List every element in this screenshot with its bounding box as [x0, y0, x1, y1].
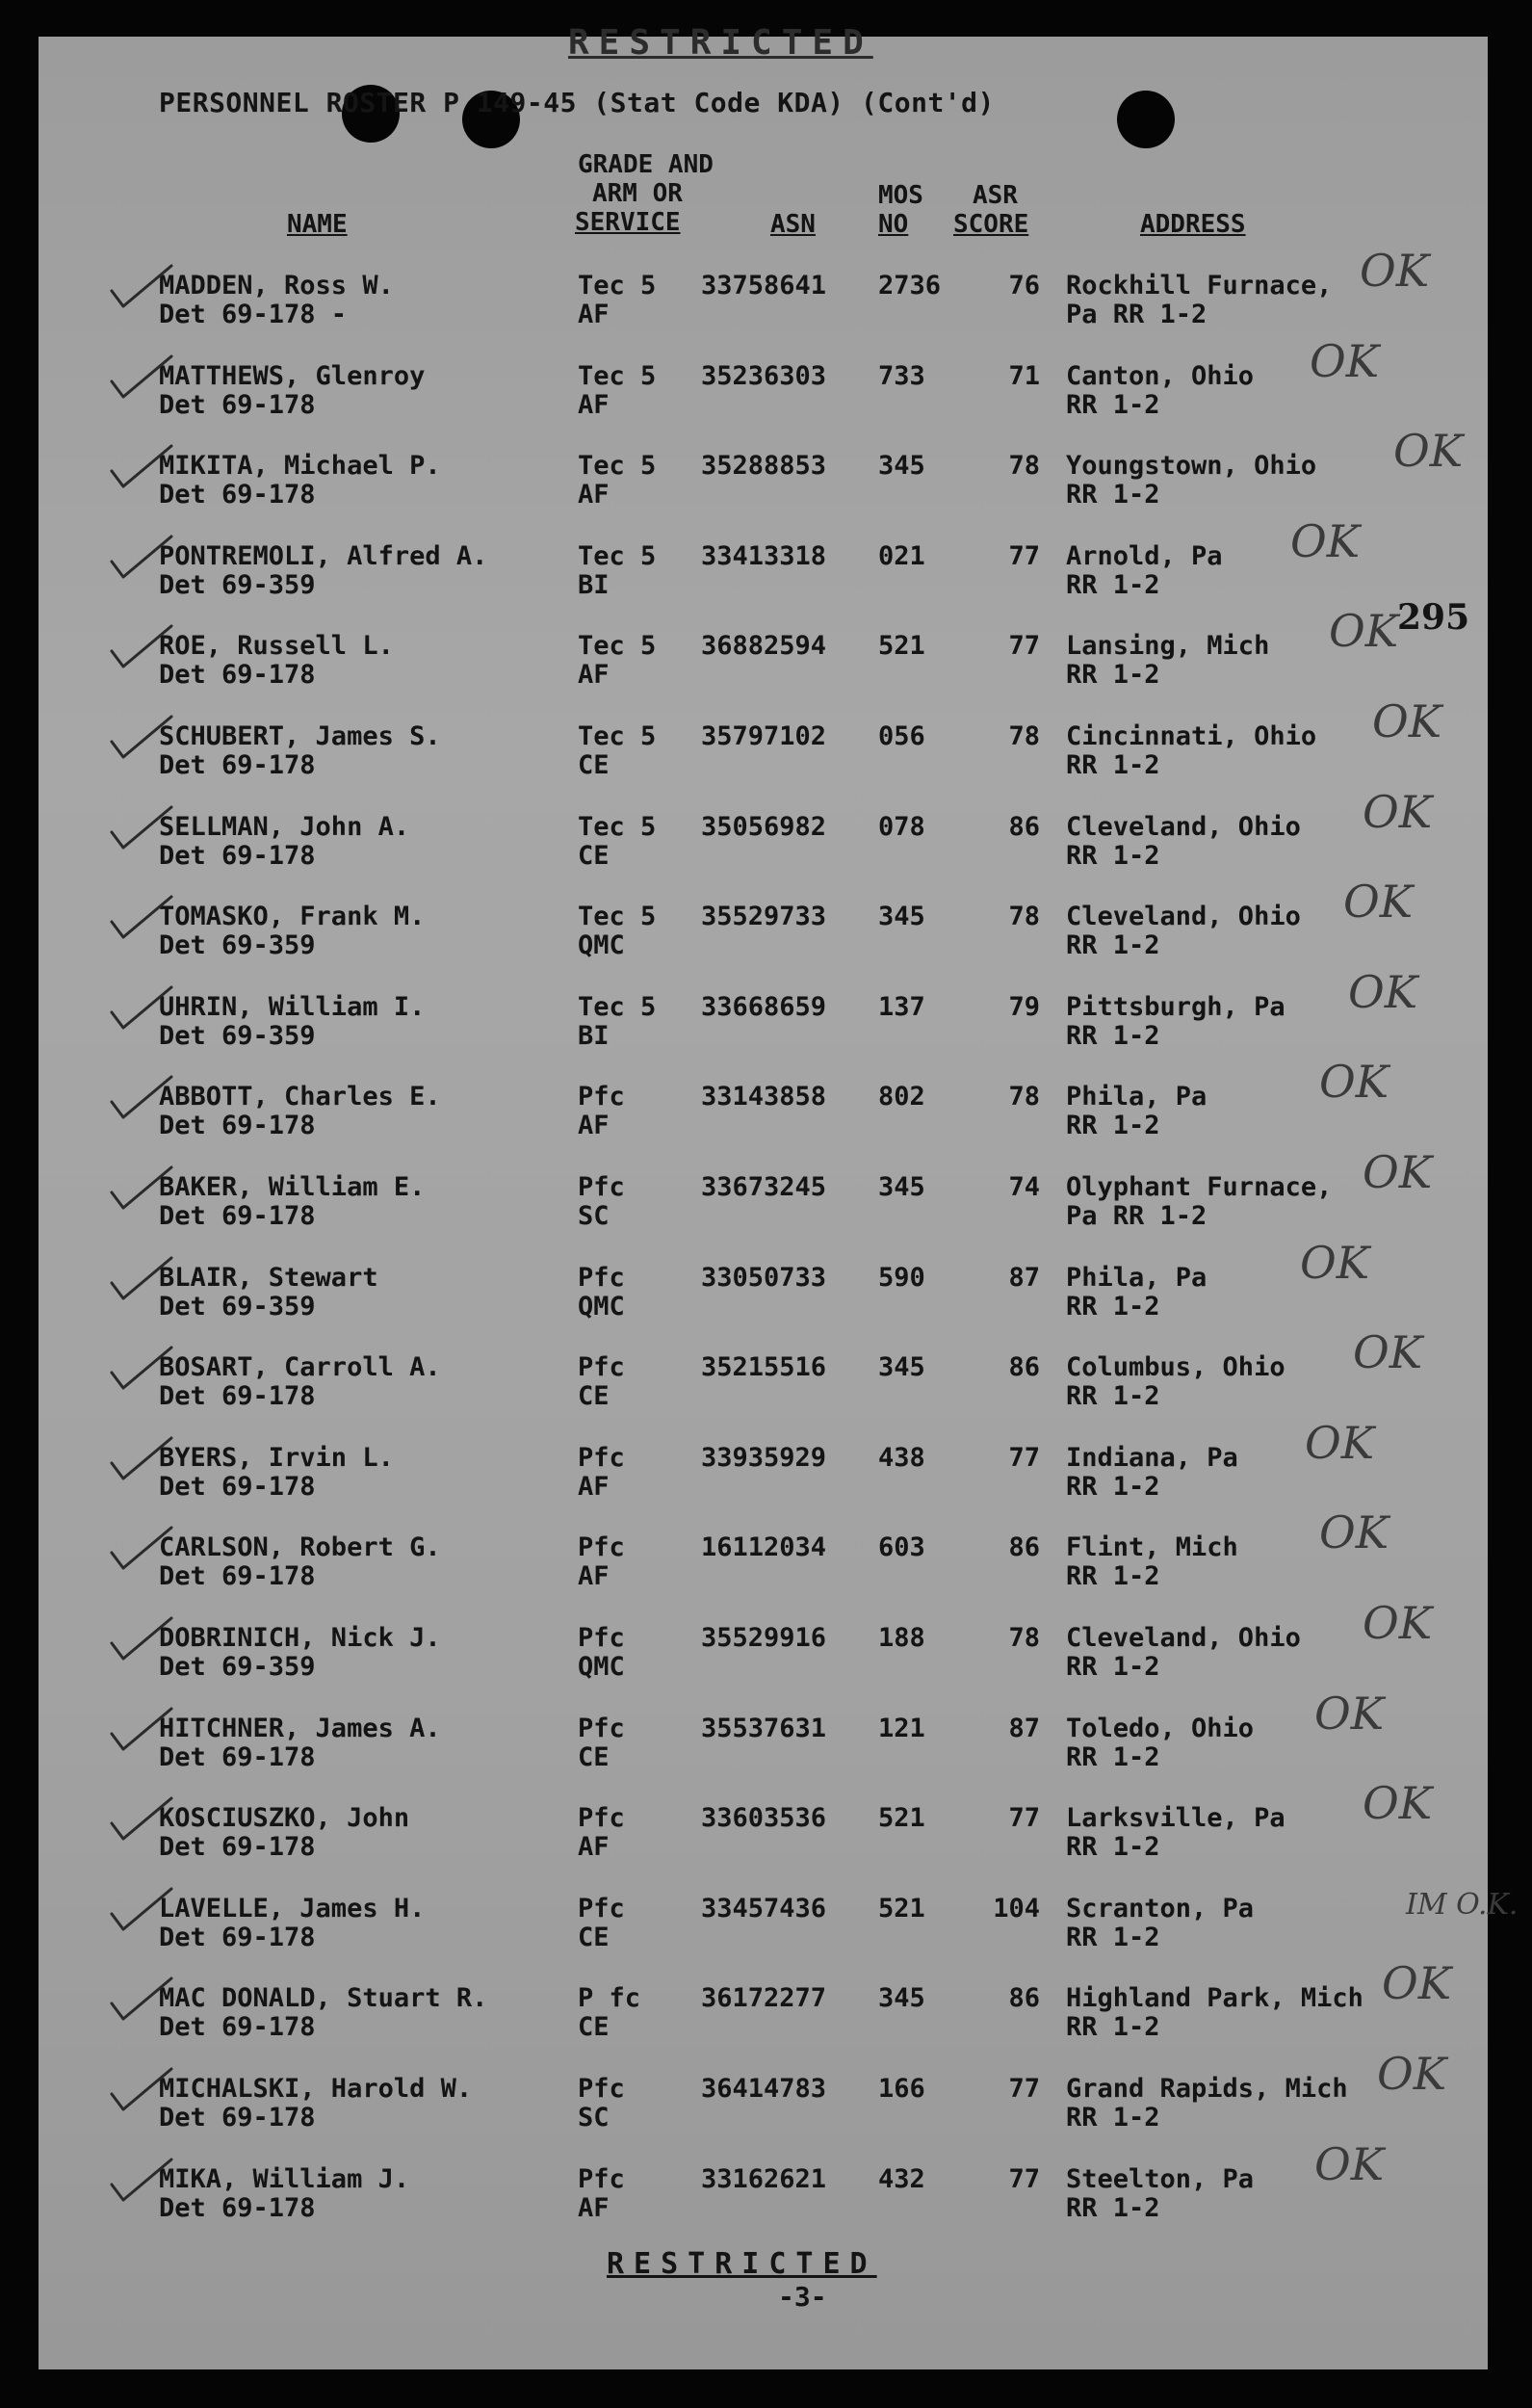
asn: 35529733 — [701, 902, 827, 931]
detachment: Det 69-359 — [159, 570, 316, 600]
check-mark-icon — [108, 1165, 175, 1214]
check-mark-icon — [108, 1976, 175, 2025]
mos-number: 345 — [878, 451, 925, 481]
asn: 35797102 — [701, 721, 827, 751]
address-line2: RR 1-2 — [1066, 570, 1160, 600]
roster-name: MIKA, William J. — [159, 2164, 410, 2194]
grade-header-line3: SERVICE — [575, 208, 681, 237]
roster-row — [39, 2138, 1488, 2248]
address-line1: Flint, Mich — [1066, 1532, 1238, 1562]
arm-or-service: BI — [578, 1021, 610, 1051]
roster-row — [39, 1597, 1488, 1707]
address-line1: Olyphant Furnace, — [1066, 1172, 1333, 1202]
grade: Pfc — [578, 1172, 625, 1202]
asn: 35215516 — [701, 1352, 827, 1382]
roster-row — [39, 515, 1488, 625]
roster-name: LAVELLE, James H. — [159, 1894, 426, 1924]
check-mark-icon — [108, 1436, 175, 1484]
asr-score: 78 — [1008, 451, 1040, 481]
ok-annotation: OK — [1377, 2048, 1447, 2100]
asn: 36414783 — [701, 2074, 827, 2104]
roster-name: BYERS, Irvin L. — [159, 1443, 394, 1473]
ok-annotation: OK — [1348, 966, 1418, 1018]
roster-name: PONTREMOLI, Alfred A. — [159, 541, 488, 571]
check-mark-icon — [108, 985, 175, 1034]
mos-number: 733 — [878, 361, 925, 391]
roster-name: BLAIR, Stewart — [159, 1263, 378, 1293]
ok-annotation: OK — [1363, 1146, 1433, 1198]
arm-or-service: AF — [578, 660, 610, 690]
address-line2: RR 1-2 — [1066, 1292, 1160, 1322]
roster-row — [39, 966, 1488, 1076]
address-line1: Phila, Pa — [1066, 1082, 1207, 1112]
roster-row — [39, 245, 1488, 354]
detachment: Det 69-178 — [159, 1742, 316, 1772]
grade: Tec 5 — [578, 271, 657, 301]
asn: 36882594 — [701, 631, 827, 661]
asr-score: 71 — [1008, 361, 1040, 391]
restricted-stamp-bottom: RESTRICTED — [607, 2247, 877, 2281]
asn: 35529916 — [701, 1623, 827, 1653]
address-line1: Canton, Ohio — [1066, 361, 1255, 391]
address-line1: Highland Park, Mich — [1066, 1983, 1363, 2013]
address-header: ADDRESS — [1140, 210, 1246, 239]
address-line2: RR 1-2 — [1066, 1742, 1160, 1772]
mos-number: 121 — [878, 1714, 925, 1743]
ok-annotation: OK — [1363, 1597, 1433, 1649]
ok-annotation: OK — [1363, 786, 1433, 838]
check-mark-icon — [108, 264, 175, 312]
address-line2: RR 1-2 — [1066, 2193, 1160, 2223]
arm-or-service: CE — [578, 2012, 610, 2042]
check-mark-icon — [108, 1796, 175, 1845]
asr-score: 87 — [1008, 1263, 1040, 1293]
detachment: Det 69-359 — [159, 1652, 316, 1682]
mos-number: 021 — [878, 541, 925, 571]
check-mark-icon — [108, 1707, 175, 1755]
address-line2: RR 1-2 — [1066, 1652, 1160, 1682]
address-line2: RR 1-2 — [1066, 1561, 1160, 1591]
mos-number: 603 — [878, 1532, 925, 1562]
detachment: Det 69-359 — [159, 1021, 316, 1051]
roster-name: MICHALSKI, Harold W. — [159, 2074, 473, 2104]
check-mark-icon — [108, 1075, 175, 1123]
grade: Tec 5 — [578, 541, 657, 571]
roster-title: PERSONNEL ROSTER P 149-45 (Stat Code KDA) (Cont'd) — [159, 87, 995, 118]
ok-annotation: OK — [1314, 2138, 1385, 2190]
asr-score: 77 — [1008, 1803, 1040, 1833]
arm-or-service: AF — [578, 1111, 610, 1140]
asn: 35236303 — [701, 361, 827, 391]
check-mark-icon — [108, 715, 175, 763]
address-line2: RR 1-2 — [1066, 390, 1160, 420]
mos-header-line1: MOS — [878, 181, 923, 210]
asr-score: 78 — [1008, 721, 1040, 751]
asn: 33935929 — [701, 1443, 827, 1473]
roster-row — [39, 335, 1488, 445]
roster-row — [39, 1777, 1488, 1887]
grade: Pfc — [578, 1803, 625, 1833]
ok-annotation: OK — [1319, 1056, 1389, 1108]
check-mark-icon — [108, 2067, 175, 2115]
arm-or-service: AF — [578, 480, 610, 510]
roster-row — [39, 1146, 1488, 1256]
check-mark-icon — [108, 1526, 175, 1574]
address-line2: RR 1-2 — [1066, 1472, 1160, 1502]
asn: 35056982 — [701, 812, 827, 842]
grade: Pfc — [578, 1894, 625, 1924]
check-mark-icon — [108, 1616, 175, 1664]
mos-number: 166 — [878, 2074, 925, 2104]
roster-row — [39, 1056, 1488, 1165]
arm-or-service: SC — [578, 2103, 610, 2133]
roster-row — [39, 1417, 1488, 1527]
address-line1: Rockhill Furnace, — [1066, 271, 1333, 301]
detachment: Det 69-178 — [159, 480, 316, 510]
arm-or-service: CE — [578, 1742, 610, 1772]
ok-annotation: OK — [1343, 876, 1414, 928]
grade: Tec 5 — [578, 721, 657, 751]
ok-annotation: OK — [1353, 1326, 1423, 1378]
address-line1: Phila, Pa — [1066, 1263, 1207, 1293]
ok-annotation: OK — [1305, 1417, 1375, 1469]
mos-number: 345 — [878, 1983, 925, 2013]
asr-score: 86 — [1008, 1352, 1040, 1382]
grade: P fc — [578, 1983, 641, 2013]
roster-row — [39, 1506, 1488, 1616]
arm-or-service: QMC — [578, 1652, 625, 1682]
asn: 33162621 — [701, 2164, 827, 2194]
mos-header-line2: NO — [878, 210, 909, 239]
detachment: Det 69-178 — [159, 2012, 316, 2042]
asr-header-line1: ASR — [973, 181, 1018, 210]
roster-row — [39, 1688, 1488, 1797]
roster-name: SCHUBERT, James S. — [159, 721, 441, 751]
address-line2: RR 1-2 — [1066, 480, 1160, 510]
arm-or-service: CE — [578, 1923, 610, 1952]
roster-name: BOSART, Carroll A. — [159, 1352, 441, 1382]
page-annotation: 295 — [1397, 597, 1470, 638]
asn: 36172277 — [701, 1983, 827, 2013]
mos-number: 521 — [878, 1803, 925, 1833]
punch-hole — [1117, 91, 1175, 148]
asr-score: 86 — [1008, 812, 1040, 842]
asr-score: 104 — [993, 1894, 1040, 1924]
address-line1: Grand Rapids, Mich — [1066, 2074, 1348, 2104]
asr-score: 76 — [1008, 271, 1040, 301]
arm-or-service: SC — [578, 1201, 610, 1231]
page-number: -3- — [778, 2281, 827, 2313]
check-mark-icon — [108, 624, 175, 672]
mos-number: 521 — [878, 1894, 925, 1924]
grade: Tec 5 — [578, 812, 657, 842]
detachment: Det 69-178 — [159, 1923, 316, 1952]
address-line2: RR 1-2 — [1066, 1021, 1160, 1051]
asr-score: 77 — [1008, 541, 1040, 571]
asr-score: 86 — [1008, 1532, 1040, 1562]
detachment: Det 69-178 — [159, 1201, 316, 1231]
arm-or-service: QMC — [578, 930, 625, 960]
detachment: Det 69-178 — [159, 1561, 316, 1591]
asn: 33457436 — [701, 1894, 827, 1924]
mos-number: 345 — [878, 1172, 925, 1202]
ok-annotation: OK — [1300, 1237, 1370, 1289]
address-line1: Toledo, Ohio — [1066, 1714, 1255, 1743]
roster-row — [39, 1888, 1519, 1977]
mos-number: 802 — [878, 1082, 925, 1112]
roster-name: CARLSON, Robert G. — [159, 1532, 441, 1562]
arm-or-service: CE — [578, 750, 610, 780]
arm-or-service: CE — [578, 841, 610, 871]
address-line1: Scranton, Pa — [1066, 1894, 1255, 1924]
detachment: Det 69-178 — [159, 841, 316, 871]
arm-or-service: AF — [578, 300, 610, 329]
asr-score: 74 — [1008, 1172, 1040, 1202]
arm-or-service: AF — [578, 1832, 610, 1862]
address-line1: Cleveland, Ohio — [1066, 902, 1301, 931]
mos-number: 345 — [878, 902, 925, 931]
detachment: Det 69-178 — [159, 1832, 316, 1862]
roster-row — [39, 1326, 1488, 1436]
roster-name: DOBRINICH, Nick J. — [159, 1623, 441, 1653]
address-line1: Lansing, Mich — [1066, 631, 1270, 661]
asn: 35288853 — [701, 451, 827, 481]
asn: 33413318 — [701, 541, 827, 571]
roster-name: ROE, Russell L. — [159, 631, 394, 661]
asr-score: 77 — [1008, 2074, 1040, 2104]
grade: Pfc — [578, 1263, 625, 1293]
detachment: Det 69-359 — [159, 930, 316, 960]
arm-or-service: AF — [578, 1472, 610, 1502]
grade: Tec 5 — [578, 902, 657, 931]
asn-header: ASN — [770, 210, 816, 239]
address-line1: Cleveland, Ohio — [1066, 812, 1301, 842]
asn: 33673245 — [701, 1172, 827, 1202]
address-line1: Steelton, Pa — [1066, 2164, 1255, 2194]
roster-name: HITCHNER, James A. — [159, 1714, 441, 1743]
arm-or-service: BI — [578, 570, 610, 600]
asr-score: 78 — [1008, 902, 1040, 931]
detachment: Det 69-178 — [159, 1472, 316, 1502]
detachment: Det 69-178 — [159, 390, 316, 420]
asr-score: 79 — [1008, 992, 1040, 1022]
roster-row — [39, 425, 1488, 535]
address-line2: RR 1-2 — [1066, 2012, 1160, 2042]
mos-number: 345 — [878, 1352, 925, 1382]
grade: Tec 5 — [578, 451, 657, 481]
asr-score: 78 — [1008, 1623, 1040, 1653]
ok-annotation: OK — [1360, 245, 1430, 297]
ok-annotation: OK — [1319, 1506, 1389, 1558]
roster-name: MIKITA, Michael P. — [159, 451, 441, 481]
check-mark-icon — [108, 444, 175, 492]
mos-number: 056 — [878, 721, 925, 751]
roster-row — [39, 695, 1488, 805]
roster-row — [39, 1237, 1488, 1347]
mos-number: 590 — [878, 1263, 925, 1293]
asr-header-line2: SCORE — [953, 210, 1029, 239]
ok-annotation: OK — [1290, 515, 1361, 567]
restricted-stamp-top: RESTRICTED — [568, 23, 873, 63]
roster-name: MADDEN, Ross W. — [159, 271, 394, 301]
asr-score: 77 — [1008, 1443, 1040, 1473]
check-mark-icon — [108, 535, 175, 583]
asn: 33758641 — [701, 271, 827, 301]
roster-name: BAKER, William E. — [159, 1172, 426, 1202]
arm-or-service: CE — [578, 1381, 610, 1411]
check-mark-icon — [108, 895, 175, 943]
grade: Tec 5 — [578, 361, 657, 391]
address-line1: Columbus, Ohio — [1066, 1352, 1285, 1382]
asr-score: 77 — [1008, 631, 1040, 661]
check-mark-icon — [108, 1256, 175, 1304]
roster-row — [39, 1957, 1488, 2067]
grade: Pfc — [578, 1352, 625, 1382]
asr-score: 87 — [1008, 1714, 1040, 1743]
address-line2: RR 1-2 — [1066, 750, 1160, 780]
address-line2: RR 1-2 — [1066, 1381, 1160, 1411]
arm-or-service: AF — [578, 390, 610, 420]
grade-header-line1: GRADE AND — [578, 150, 714, 179]
asn: 16112034 — [701, 1532, 827, 1562]
check-mark-icon — [108, 1346, 175, 1394]
address-line1: Larksville, Pa — [1066, 1803, 1285, 1833]
address-line2: Pa RR 1-2 — [1066, 1201, 1207, 1231]
ok-annotation: OK — [1329, 605, 1399, 657]
mos-number: 438 — [878, 1443, 925, 1473]
address-line1: Arnold, Pa — [1066, 541, 1223, 571]
address-line2: Pa RR 1-2 — [1066, 300, 1207, 329]
ok-annotation: IM O.K. — [1406, 1888, 1519, 1922]
roster-name: UHRIN, William I. — [159, 992, 426, 1022]
grade: Pfc — [578, 1714, 625, 1743]
asn: 33668659 — [701, 992, 827, 1022]
grade: Pfc — [578, 2164, 625, 2194]
mos-number: 188 — [878, 1623, 925, 1653]
roster-row — [39, 786, 1488, 896]
detachment: Det 69-178 — [159, 2103, 316, 2133]
detachment: Det 69-178 — [159, 2193, 316, 2223]
address-line2: RR 1-2 — [1066, 841, 1160, 871]
arm-or-service: QMC — [578, 1292, 625, 1322]
grade: Pfc — [578, 1443, 625, 1473]
roster-name: MAC DONALD, Stuart R. — [159, 1983, 488, 2013]
roster-name: SELLMAN, John A. — [159, 812, 410, 842]
grade: Tec 5 — [578, 992, 657, 1022]
name-header: NAME — [287, 210, 348, 239]
asr-score: 86 — [1008, 1983, 1040, 2013]
detachment: Det 69-178 — [159, 1111, 316, 1140]
ok-annotation: OK — [1363, 1777, 1433, 1829]
check-mark-icon — [108, 805, 175, 853]
roster-row — [39, 876, 1488, 985]
asn: 35537631 — [701, 1714, 827, 1743]
ok-annotation: OK — [1393, 425, 1464, 477]
grade: Tec 5 — [578, 631, 657, 661]
check-mark-icon — [108, 354, 175, 403]
mos-number: 521 — [878, 631, 925, 661]
roster-name: KOSCIUSZKO, John — [159, 1803, 410, 1833]
grade: Pfc — [578, 1082, 625, 1112]
ok-annotation: OK — [1382, 1957, 1452, 2009]
detachment: Det 69-178 — [159, 1381, 316, 1411]
roster-name: MATTHEWS, Glenroy — [159, 361, 426, 391]
address-line1: Pittsburgh, Pa — [1066, 992, 1285, 1022]
address-line1: Indiana, Pa — [1066, 1443, 1238, 1473]
asn: 33050733 — [701, 1263, 827, 1293]
asr-score: 78 — [1008, 1082, 1040, 1112]
asn: 33143858 — [701, 1082, 827, 1112]
detachment: Det 69-178 - — [159, 300, 348, 329]
detachment: Det 69-359 — [159, 1292, 316, 1322]
roster-name: ABBOTT, Charles E. — [159, 1082, 441, 1112]
grade: Pfc — [578, 1532, 625, 1562]
detachment: Det 69-178 — [159, 750, 316, 780]
address-line2: RR 1-2 — [1066, 930, 1160, 960]
address-line1: Youngstown, Ohio — [1066, 451, 1317, 481]
asr-score: 77 — [1008, 2164, 1040, 2194]
ok-annotation: OK — [1372, 695, 1442, 747]
address-line2: RR 1-2 — [1066, 2103, 1160, 2133]
detachment: Det 69-178 — [159, 660, 316, 690]
address-line2: RR 1-2 — [1066, 660, 1160, 690]
address-line2: RR 1-2 — [1066, 1832, 1160, 1862]
grade-header-line2: ARM OR — [592, 179, 683, 208]
address-line1: Cincinnati, Ohio — [1066, 721, 1317, 751]
address-line2: RR 1-2 — [1066, 1111, 1160, 1140]
roster-page — [39, 23, 1519, 2369]
arm-or-service: AF — [578, 1561, 610, 1591]
address-line1: Cleveland, Ohio — [1066, 1623, 1301, 1653]
ok-annotation: OK — [1314, 1688, 1385, 1740]
mos-number: 078 — [878, 812, 925, 842]
roster-name: TOMASKO, Frank M. — [159, 902, 426, 931]
grade: Pfc — [578, 2074, 625, 2104]
ok-annotation: OK — [1310, 335, 1380, 387]
roster-row — [39, 2048, 1488, 2158]
asn: 33603536 — [701, 1803, 827, 1833]
check-mark-icon — [108, 1887, 175, 1935]
grade: Pfc — [578, 1623, 625, 1653]
mos-number: 2736 — [878, 271, 942, 301]
arm-or-service: AF — [578, 2193, 610, 2223]
check-mark-icon — [108, 2158, 175, 2206]
address-line2: RR 1-2 — [1066, 1923, 1160, 1952]
mos-number: 137 — [878, 992, 925, 1022]
mos-number: 432 — [878, 2164, 925, 2194]
